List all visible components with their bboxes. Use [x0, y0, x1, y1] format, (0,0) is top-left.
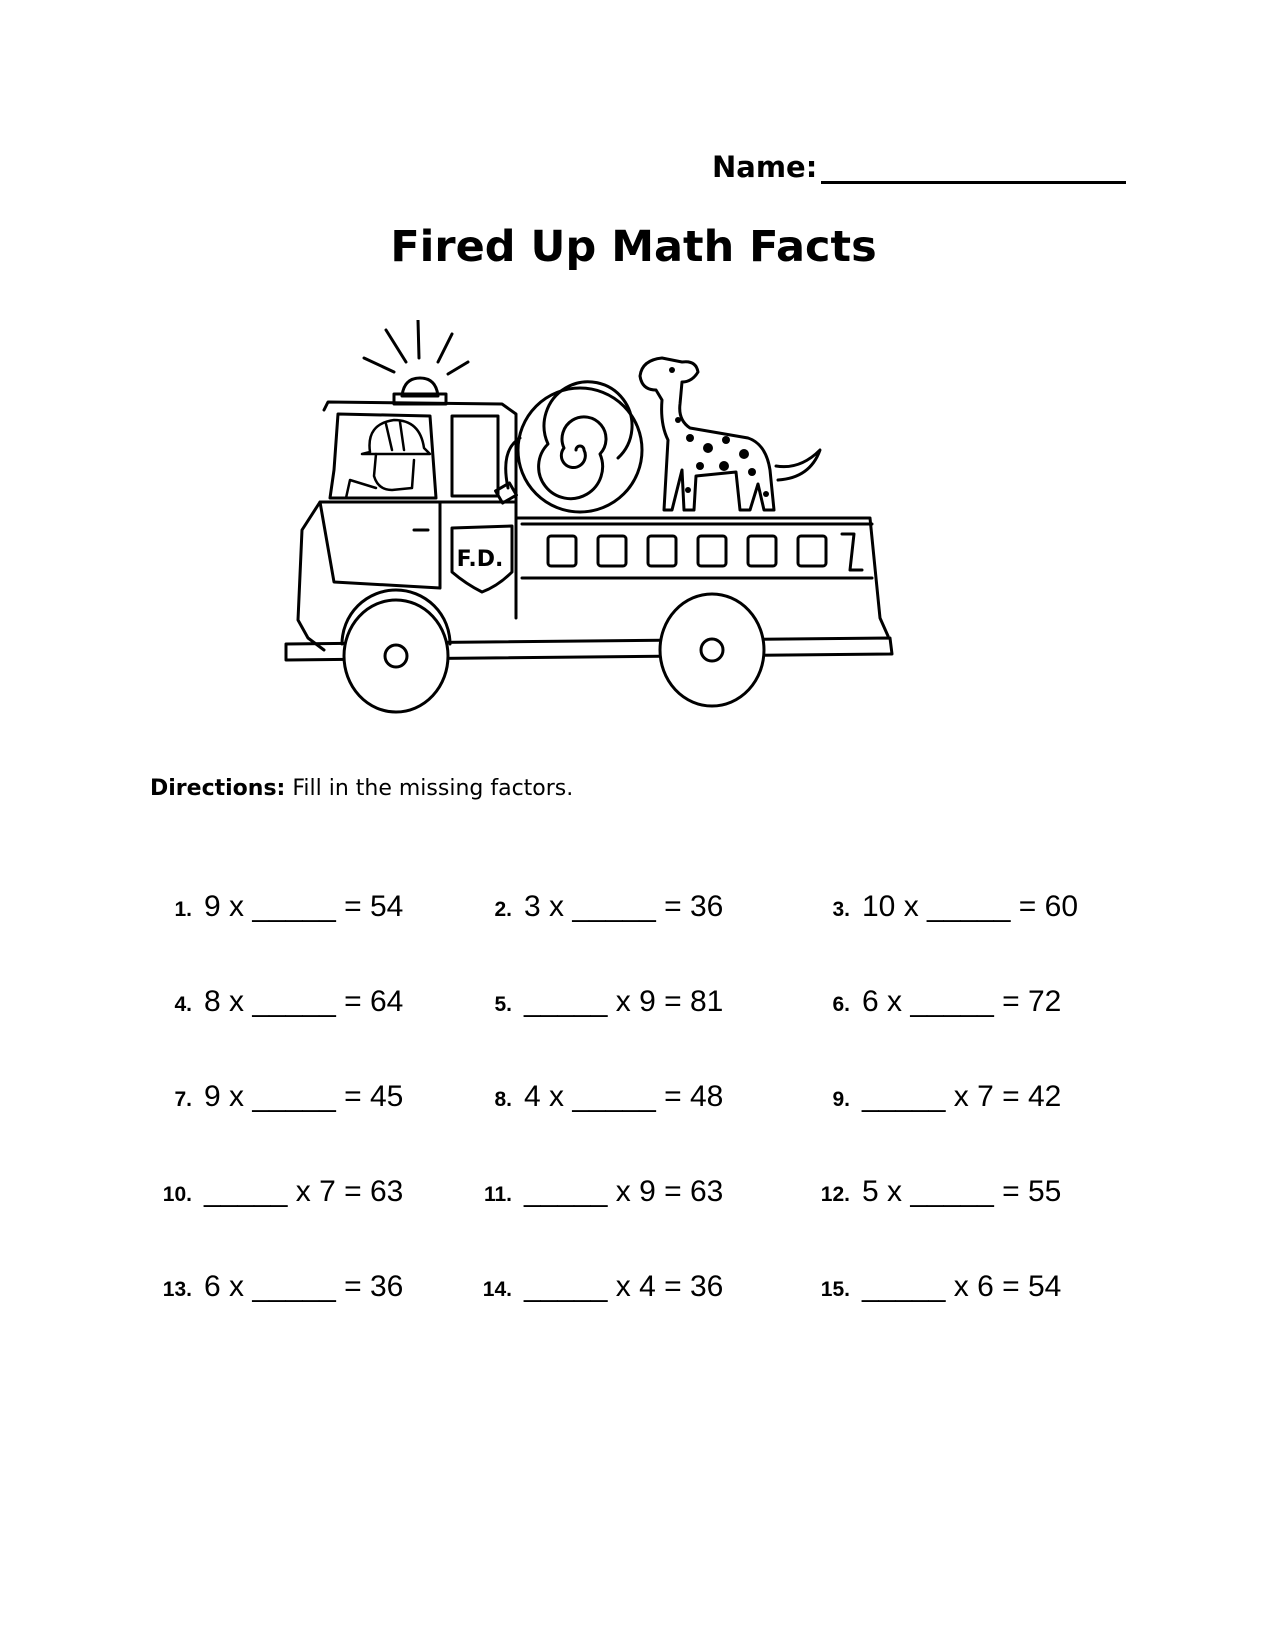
problem-expression: _____ x 9 = 63: [524, 1175, 724, 1208]
problem-number: 1.: [174, 898, 192, 921]
problem-expression: 6 x _____ = 72: [862, 985, 1062, 1018]
problem-number: 3.: [832, 898, 850, 921]
problem-expression: _____ x 4 = 36: [524, 1270, 724, 1303]
name-field-row: [712, 150, 1126, 184]
problem-4[interactable]: [140, 985, 403, 1019]
problem-5[interactable]: [460, 985, 723, 1019]
problem-expression: _____ x 9 = 81: [524, 985, 724, 1018]
cab-door: [320, 502, 440, 588]
rear-wheel: [660, 594, 764, 706]
name-label: Name:: [712, 150, 818, 184]
problem-number: 13.: [162, 1278, 192, 1301]
directions: [150, 776, 573, 801]
problem-15[interactable]: [798, 1270, 1061, 1304]
problem-12[interactable]: [798, 1175, 1061, 1209]
fire-truck-illustration: [280, 320, 935, 740]
problem-1[interactable]: [140, 890, 403, 924]
problem-number: 7.: [174, 1088, 192, 1111]
problem-7[interactable]: [140, 1080, 403, 1114]
problem-number: 2.: [494, 898, 512, 921]
firefighter: [346, 420, 430, 498]
problem-expression: 8 x _____ = 64: [204, 985, 404, 1018]
problem-number: 4.: [174, 993, 192, 1016]
problem-number: 12.: [820, 1183, 850, 1206]
problem-number: 8.: [494, 1088, 512, 1111]
directions-text: Fill in the missing factors.: [285, 776, 574, 801]
problem-expression: 3 x _____ = 36: [524, 890, 724, 923]
problem-9[interactable]: [798, 1080, 1061, 1114]
name-blank-line[interactable]: [821, 151, 1126, 184]
problem-expression: 9 x _____ = 45: [204, 1080, 404, 1113]
problem-2[interactable]: [460, 890, 723, 924]
problem-number: 10.: [162, 1183, 192, 1206]
problem-expression: 4 x _____ = 48: [524, 1080, 724, 1113]
fd-badge-text: F.D.: [456, 547, 504, 572]
front-wheel: [342, 590, 450, 712]
cab-window: [330, 414, 436, 498]
problem-number: 11.: [483, 1183, 512, 1206]
problem-expression: _____ x 7 = 42: [862, 1080, 1062, 1113]
problem-13[interactable]: [140, 1270, 403, 1304]
problem-expression: 10 x _____ = 60: [862, 890, 1079, 923]
problem-11[interactable]: [460, 1175, 723, 1209]
problem-10[interactable]: [140, 1175, 403, 1209]
problem-expression: _____ x 6 = 54: [862, 1270, 1062, 1303]
problem-8[interactable]: [460, 1080, 723, 1114]
ladder: [522, 524, 872, 578]
problem-number: 15.: [820, 1278, 850, 1301]
problem-expression: 6 x _____ = 36: [204, 1270, 404, 1303]
problem-number: 6.: [832, 993, 850, 1016]
problem-6[interactable]: [798, 985, 1061, 1019]
problem-3[interactable]: [798, 890, 1078, 924]
dalmatian-dog: [640, 358, 820, 510]
problem-expression: 9 x _____ = 54: [204, 890, 404, 923]
fd-badge: [452, 526, 512, 592]
problem-expression: _____ x 7 = 63: [204, 1175, 404, 1208]
siren-rays: [364, 320, 468, 374]
problem-number: 5.: [494, 993, 512, 1016]
problem-expression: 5 x _____ = 55: [862, 1175, 1062, 1208]
problem-number: 14.: [482, 1278, 512, 1301]
worksheet-title: Fired Up Math Facts: [390, 222, 877, 272]
problem-14[interactable]: [460, 1270, 723, 1304]
directions-label: Directions:: [150, 776, 286, 801]
problem-number: 9.: [832, 1088, 850, 1111]
hose-reel: [496, 382, 642, 512]
